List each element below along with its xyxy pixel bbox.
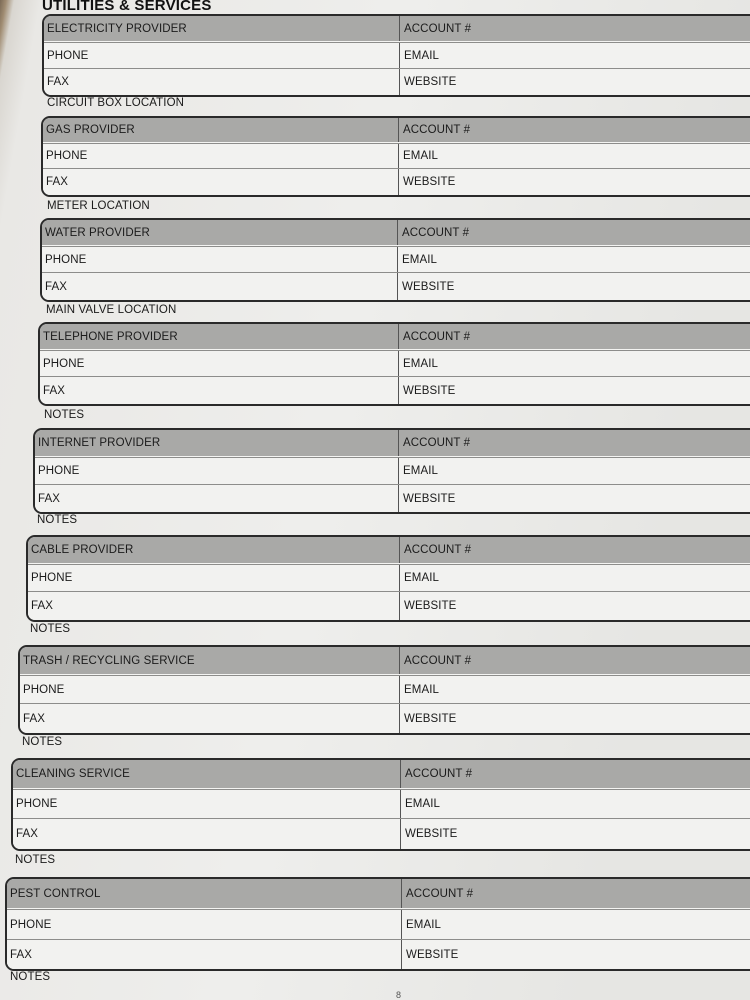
website-field[interactable] [400, 69, 750, 95]
phone-field[interactable] [35, 458, 399, 484]
form-row [13, 760, 750, 788]
form-row [44, 42, 750, 69]
email-field[interactable] [400, 43, 750, 68]
section-note-label: NOTES [44, 409, 85, 421]
form-row [42, 246, 750, 273]
fax-field[interactable] [7, 940, 402, 969]
phone-field-label: PHONE [16, 798, 58, 810]
form-row [42, 220, 750, 245]
phone-field-label: PHONE [46, 150, 88, 162]
fax-field-label: FAX [46, 176, 69, 188]
phone-field[interactable] [20, 676, 400, 703]
form-row [13, 819, 750, 849]
section-note-label: NOTES [22, 736, 63, 748]
provider-name [28, 537, 400, 563]
section-note-label: NOTES [30, 623, 71, 635]
account-field-label: ACCOUNT # [404, 654, 472, 667]
email-field-label: EMAIL [403, 465, 439, 477]
section-note-label: NOTES [15, 854, 56, 866]
email-field[interactable] [398, 247, 750, 272]
fax-field[interactable] [28, 592, 400, 620]
form-row [40, 324, 750, 349]
fax-field[interactable] [42, 273, 398, 300]
website-field[interactable] [400, 592, 750, 620]
website-field[interactable] [401, 819, 750, 849]
provider-name-label: TRASH / RECYCLING SERVICE [23, 654, 195, 667]
fax-field-label: FAX [16, 828, 39, 840]
website-field[interactable] [400, 704, 750, 733]
fax-field[interactable] [35, 485, 399, 512]
email-field[interactable] [402, 910, 750, 939]
email-field-label: EMAIL [404, 572, 440, 584]
provider-name [42, 220, 398, 245]
account-field-label: ACCOUNT # [404, 22, 472, 35]
email-field-label: EMAIL [404, 49, 440, 62]
fax-field-label: FAX [43, 384, 66, 397]
account-field[interactable] [399, 118, 750, 142]
provider-name [20, 647, 400, 674]
form-row [28, 564, 750, 592]
service-block [41, 116, 750, 197]
section-note-label: METER LOCATION [47, 200, 150, 212]
website-field[interactable] [398, 273, 750, 300]
service-block [38, 322, 750, 406]
website-field-label: WEBSITE [404, 76, 457, 88]
email-field-label: EMAIL [404, 683, 440, 696]
email-field-label: EMAIL [405, 798, 441, 810]
phone-field[interactable] [44, 43, 400, 68]
website-field[interactable] [399, 169, 750, 195]
fax-field[interactable] [13, 819, 401, 849]
form-row [43, 169, 750, 195]
provider-name-label: ELECTRICITY PROVIDER [47, 22, 187, 35]
provider-name-label: PEST CONTROL [10, 887, 101, 900]
phone-field[interactable] [28, 565, 400, 591]
form-row [28, 592, 750, 620]
website-field[interactable] [399, 377, 750, 404]
account-field[interactable] [400, 647, 750, 674]
website-field-label: WEBSITE [403, 384, 456, 397]
email-field-label: EMAIL [403, 357, 439, 370]
form-row [20, 704, 750, 733]
account-field[interactable] [399, 430, 750, 456]
account-field[interactable] [401, 760, 750, 788]
provider-name-label: CLEANING SERVICE [16, 768, 130, 780]
website-field-label: WEBSITE [404, 712, 457, 725]
fax-field-label: FAX [10, 948, 33, 961]
form-row [40, 350, 750, 377]
service-block [11, 758, 750, 851]
provider-name [44, 16, 400, 41]
service-block [5, 877, 750, 971]
fax-field-label: FAX [47, 76, 70, 88]
account-field-label: ACCOUNT # [403, 437, 471, 449]
provider-name-label: CABLE PROVIDER [31, 544, 134, 556]
phone-field[interactable] [40, 351, 399, 376]
phone-field-label: PHONE [43, 357, 85, 370]
form-row [7, 879, 750, 908]
email-field[interactable] [399, 144, 750, 168]
phone-field[interactable] [43, 144, 399, 168]
account-field-label: ACCOUNT # [406, 887, 474, 900]
form-row [20, 647, 750, 674]
website-field[interactable] [399, 485, 750, 512]
fax-field[interactable] [44, 69, 400, 95]
service-block [42, 14, 750, 97]
website-field-label: WEBSITE [402, 280, 455, 293]
fax-field-label: FAX [38, 492, 61, 505]
page-number: 8 [396, 990, 402, 1000]
page-title: UTILITIES & SERVICES [42, 0, 212, 14]
form-row [20, 675, 750, 704]
section-note-label: CIRCUIT BOX LOCATION [47, 97, 185, 109]
service-block [26, 535, 750, 622]
provider-name [40, 324, 399, 349]
fax-field[interactable] [20, 704, 400, 733]
phone-field-label: PHONE [31, 572, 73, 584]
section-note-label: MAIN VALVE LOCATION [46, 304, 177, 316]
account-field[interactable] [398, 220, 750, 245]
service-block [18, 645, 750, 735]
form-row [40, 377, 750, 404]
email-field[interactable] [400, 565, 750, 591]
form-row [42, 273, 750, 300]
account-field-label: ACCOUNT # [404, 544, 472, 556]
fax-field-label: FAX [23, 712, 46, 725]
email-field[interactable] [399, 351, 750, 376]
provider-name [35, 430, 399, 456]
website-field-label: WEBSITE [404, 600, 457, 612]
website-field-label: WEBSITE [405, 828, 458, 840]
phone-field-label: PHONE [38, 465, 80, 477]
fax-field[interactable] [40, 377, 399, 404]
form-row [28, 537, 750, 563]
phone-field-label: PHONE [10, 918, 52, 931]
email-field-label: EMAIL [402, 253, 438, 266]
email-field-label: EMAIL [406, 918, 442, 931]
form-row [44, 16, 750, 41]
account-field[interactable] [400, 537, 750, 563]
website-field-label: WEBSITE [403, 492, 456, 505]
phone-field-label: PHONE [23, 683, 65, 696]
provider-name-label: TELEPHONE PROVIDER [43, 330, 178, 343]
service-block [40, 218, 750, 302]
form-row [7, 909, 750, 940]
account-field[interactable] [399, 324, 750, 349]
account-field-label: ACCOUNT # [403, 330, 471, 343]
form-row [43, 143, 750, 169]
provider-name [13, 760, 401, 788]
form-row [35, 430, 750, 456]
service-block [33, 428, 750, 514]
provider-name-label: INTERNET PROVIDER [38, 437, 161, 449]
website-field[interactable] [402, 940, 750, 969]
form-row [35, 485, 750, 512]
provider-name [7, 879, 402, 908]
provider-name-label: GAS PROVIDER [46, 124, 135, 136]
fax-field-label: FAX [31, 600, 54, 612]
website-field-label: WEBSITE [403, 176, 456, 188]
account-field-label: ACCOUNT # [402, 226, 470, 239]
phone-field[interactable] [13, 790, 401, 818]
section-note-label: NOTES [37, 514, 78, 526]
email-field[interactable] [400, 676, 750, 703]
form-row [44, 69, 750, 95]
email-field[interactable] [399, 458, 750, 484]
form-row [43, 118, 750, 142]
provider-name [43, 118, 399, 142]
phone-field-label: PHONE [47, 49, 89, 62]
form-row [35, 457, 750, 485]
email-field[interactable] [401, 790, 750, 818]
fax-field-label: FAX [45, 280, 68, 293]
section-note-label: NOTES [10, 971, 51, 983]
account-field[interactable] [402, 879, 750, 908]
email-field-label: EMAIL [403, 150, 439, 162]
fax-field[interactable] [43, 169, 399, 195]
account-field-label: ACCOUNT # [403, 124, 471, 136]
phone-field[interactable] [7, 910, 402, 939]
form-row [7, 940, 750, 969]
provider-name-label: WATER PROVIDER [45, 226, 150, 239]
phone-field[interactable] [42, 247, 398, 272]
account-field-label: ACCOUNT # [405, 768, 473, 780]
account-field[interactable] [400, 16, 750, 41]
phone-field-label: PHONE [45, 253, 87, 266]
website-field-label: WEBSITE [406, 948, 459, 961]
form-row [13, 789, 750, 819]
